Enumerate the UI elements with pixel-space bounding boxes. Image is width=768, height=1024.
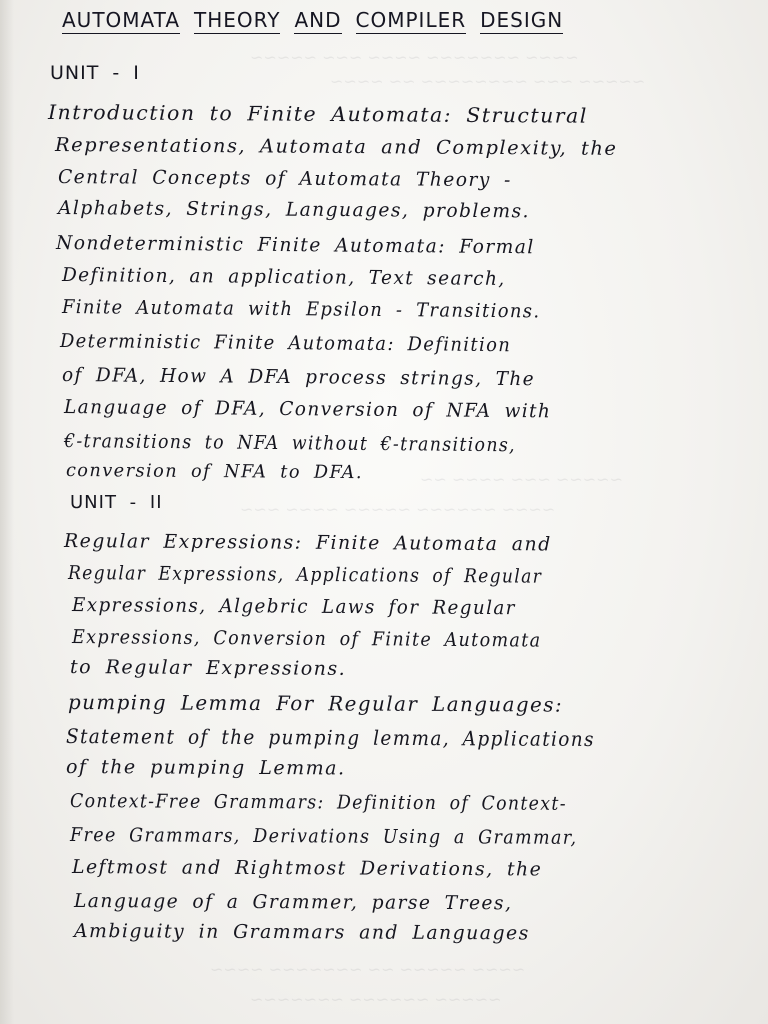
- text-line: pumping Lemma For Regular Languages:: [67, 690, 564, 717]
- page-title: [62, 8, 722, 34]
- text-line: Leftmost and Rightmost Derivations, the: [71, 856, 543, 881]
- unit-heading-2: UNIT - II: [70, 492, 163, 513]
- text-line: Language of a Grammer, parse Trees,: [73, 890, 513, 915]
- bleed-through-shadow: ~~~~ ~~~~~~~ ~~~~ ~~~ ~~~~~: [250, 48, 579, 67]
- text-line: Nondeterministic Finite Automata: Formal: [55, 232, 535, 259]
- text-line: Expressions, Algebric Laws for Regular: [71, 594, 516, 620]
- text-line: Representations, Automata and Complexity, the: [54, 134, 618, 160]
- text-line: Alphabets, Strings, Languages, problems.: [57, 197, 530, 223]
- bleed-through-shadow: ~~~~~ ~~~ ~~~~~~~~ ~~ ~~~~: [330, 72, 646, 91]
- text-line: Regular Expressions, Applications of Regular: [67, 562, 543, 588]
- text-line: Expressions, Conversion of Finite Automata: [71, 626, 542, 652]
- text-line: Definition, an application, Text search,: [61, 264, 506, 290]
- text-line: Ambiguity in Grammars and Languages: [73, 920, 530, 945]
- unit-heading-1: UNIT - I: [50, 62, 140, 84]
- title-word: AUTOMATA: [62, 8, 181, 32]
- title-word: AND: [294, 8, 342, 32]
- text-line: of the pumping Lemma.: [65, 756, 346, 780]
- text-line: to Regular Expressions.: [69, 656, 347, 680]
- title-word: THEORY: [194, 8, 281, 32]
- bleed-through-shadow: ~~~~~ ~~~ ~~~~ ~~: [420, 470, 623, 489]
- text-line: Statement of the pumping lemma, Applications: [65, 724, 595, 752]
- text-line: Regular Expressions: Finite Automata and: [63, 530, 552, 556]
- text-line: Language of DFA, Conversion of NFA with: [63, 396, 552, 423]
- bleed-through-shadow: ~~~~ ~~~~~~ ~~~~~ ~~~~ ~~~: [240, 500, 556, 519]
- text-line: €-transitions to NFA without €-transitions,: [63, 430, 517, 457]
- text-line: Deterministic Finite Automata: Definition: [59, 330, 512, 357]
- bleed-through-shadow: ~~~~ ~~~~~ ~~ ~~~~~~~ ~~~~: [210, 960, 526, 979]
- text-line: Free Grammars, Derivations Using a Grammar,: [69, 824, 578, 849]
- title-word: DESIGN: [480, 8, 564, 32]
- text-line: Introduction to Finite Automata: Structural: [47, 100, 588, 128]
- text-line: Context-Free Grammars: Definition of Context-: [69, 790, 567, 815]
- text-line: Central Concepts of Automata Theory -: [57, 166, 512, 192]
- bleed-through-shadow: ~~~~~ ~~~~~~ ~~~~~~~: [250, 990, 502, 1009]
- title-word: COMPILER: [355, 8, 467, 32]
- text-line: conversion of NFA to DFA.: [65, 460, 364, 484]
- page-edge-shadow: [0, 0, 14, 1024]
- text-line: of DFA, How A DFA process strings, The: [61, 364, 536, 391]
- text-line: Finite Automata with Epsilon - Transitions.: [61, 296, 541, 323]
